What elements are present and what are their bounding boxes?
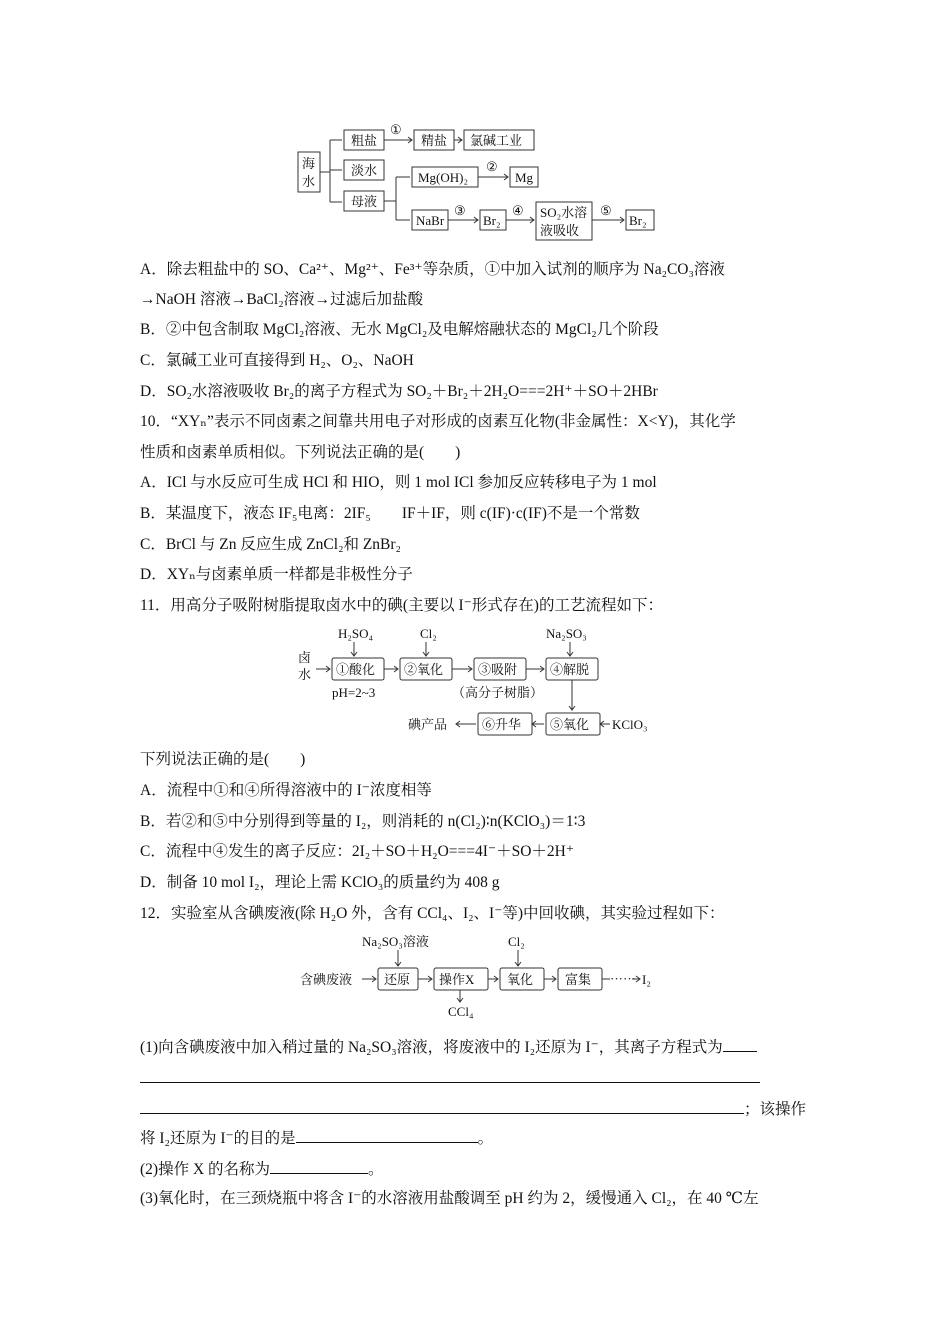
q11-stem: 11．用高分子吸附树脂提取卤水中的碘(主要以 I⁻形式存在)的工艺流程如下： xyxy=(140,597,663,614)
answer-blank-1a xyxy=(723,1037,757,1052)
step-3-marker: ③ xyxy=(454,203,466,218)
q9-option-c: C．氯碱工业可直接得到 H₂、O₂、NaOH xyxy=(140,352,414,369)
q9-option-d: D．SO₂水溶液吸收 Br₂的离子方程式为 SO₂＋Br₂＋2H₂O===2H⁺＋SO＋2HBr xyxy=(140,383,658,400)
q11-option-c: C．流程中④发生的离子反应：2I₂＋SO＋H₂O===4I⁻＋SO＋2H⁺ xyxy=(140,843,575,860)
seawater-label-2: 水 xyxy=(302,174,316,189)
fresh-water-label: 淡水 xyxy=(351,163,378,178)
na2so3-label: Na₂SO₃ xyxy=(546,626,587,641)
mgoh2-label: Mg(OH)₂ xyxy=(418,170,469,185)
acidify-label: ①酸化 xyxy=(336,662,376,677)
nabr-label: NaBr xyxy=(416,213,445,228)
oxidize-label-5: ⑤氧化 xyxy=(550,717,590,732)
q12-part2 xyxy=(140,1159,384,1180)
q9-option-a-line1: A．除去粗盐中的 SO、Ca²⁺、Mg²⁺、Fe³⁺等杂质，①中加入试剂的顺序为 Na₂CO₃溶液 xyxy=(140,261,725,278)
q12-part2-text: (2)操作 X 的名称为 xyxy=(140,1161,271,1178)
br2-label-a: Br₂ xyxy=(483,213,501,228)
step-4-marker: ④ xyxy=(512,203,524,218)
iodine-resin-process-diagram xyxy=(292,622,662,742)
ph-label: pH=2~3 xyxy=(332,685,376,700)
ccl4-label: CCl₄ xyxy=(448,1004,474,1019)
oxidize-label-q12: 氧化 xyxy=(507,972,534,987)
q12-stem: 12．实验室从含碘废液(除 H₂O 外，含有 CCl₄、I₂、I⁻等)中回收碘，其实验过程如下： xyxy=(140,905,725,922)
so2-absorb-label-2: 液吸收 xyxy=(540,223,580,238)
brine-label-2: 水 xyxy=(298,667,312,682)
q9-option-b: B．②中包含制取 MgCl₂溶液、无水 MgCl₂及电解熔融状态的 MgCl₂几个阶段 xyxy=(140,321,659,338)
chlor-alkali-label: 氯碱工业 xyxy=(470,133,523,148)
enrich-label: 富集 xyxy=(565,972,592,987)
step-1-marker: ① xyxy=(390,122,402,137)
continuation-dots: ······ xyxy=(610,971,636,986)
q9-option-a-line2: →NaOH 溶液→BaCl₂溶液→过滤后加盐酸 xyxy=(140,291,424,308)
q11-prompt: 下列说法正确的是( ) xyxy=(140,751,306,768)
i2-product-label: I₂ xyxy=(642,972,651,987)
reduce-label: 还原 xyxy=(384,972,411,987)
operation-x-label: 操作X xyxy=(439,972,475,987)
iodine-recovery-diagram xyxy=(296,930,666,1020)
q10-option-b: B．某温度下，液态 IF₅电离：2IF₅ IF＋IF，则 c(IF)·c(IF)不是一个常数 xyxy=(140,505,640,522)
desorb-label: ④解脱 xyxy=(550,662,590,677)
brine-label-1: 卤 xyxy=(298,650,312,665)
iodine-product-label: 碘产品 xyxy=(408,717,448,732)
q12-part1-tail: ；该操作 xyxy=(744,1101,807,1118)
answer-blank-1c xyxy=(140,1099,744,1114)
oxidize-label-2: ②氧化 xyxy=(404,662,444,677)
step-5-marker: ⑤ xyxy=(600,203,612,218)
cl2-label: Cl₂ xyxy=(420,626,437,641)
q12-purpose-text: 将 I₂还原为 I⁻的目的是 xyxy=(140,1130,296,1147)
mg-label: Mg xyxy=(515,170,534,185)
cl2-label-q12: Cl₂ xyxy=(508,934,525,949)
q10-stem-line1: 10．“XYₙ”表示不同卤素之间靠共用电子对形成的卤素互化物(非金属性：X<Y)，其化学 xyxy=(140,413,736,430)
q12-part1-line2 xyxy=(140,1068,760,1089)
q12-purpose-end: 。 xyxy=(477,1130,494,1147)
crude-salt-label: 粗盐 xyxy=(351,133,378,148)
answer-blank-1b xyxy=(140,1068,760,1083)
q10-option-a: A．ICl 与水反应可生成 HCl 和 HIO，则 1 mol ICl 参加反应转移电子为 1 mol xyxy=(140,474,657,491)
refined-salt-label: 精盐 xyxy=(421,133,448,148)
br2-label-b: Br₂ xyxy=(629,213,647,228)
iodine-waste-label: 含碘废液 xyxy=(300,972,353,987)
q12-part1-line4 xyxy=(140,1128,493,1149)
answer-blank-operation-x xyxy=(270,1159,368,1174)
q11-option-a: A．流程中①和④所得溶液中的 I⁻浓度相等 xyxy=(140,782,432,799)
seawater-process-diagram xyxy=(290,120,670,245)
step-2-marker: ② xyxy=(486,159,498,174)
resin-label: （高分子树脂） xyxy=(452,685,544,700)
q12-part1-line3 xyxy=(140,1099,806,1120)
q12-part1-text: (1)向含碘废液中加入稍过量的 Na₂SO₃溶液，将废液中的 I₂还原为 I⁻，其离子方程式为 xyxy=(140,1039,723,1056)
h2so4-label: H₂SO₄ xyxy=(338,626,374,641)
q10-option-c: C．BrCl 与 Zn 反应生成 ZnCl₂和 ZnBr₂ xyxy=(140,536,401,553)
sublime-label: ⑥升华 xyxy=(482,717,522,732)
na2so3-solution-label: Na₂SO₃溶液 xyxy=(362,934,429,949)
kclo3-label: KClO₃ xyxy=(612,717,648,732)
q11-option-b: B．若②和⑤中分别得到等量的 I₂，则消耗的 n(Cl₂)∶n(KClO₃)＝1∶3 xyxy=(140,813,586,830)
adsorb-label: ③吸附 xyxy=(478,662,518,677)
seawater-label-1: 海 xyxy=(302,156,316,171)
mother-liquor-label: 母液 xyxy=(351,194,378,209)
q12-part2-end: 。 xyxy=(368,1161,384,1178)
answer-blank-purpose xyxy=(296,1128,478,1143)
q12-part3: (3)氧化时，在三颈烧瓶中将含 I⁻的水溶液用盐酸调至 pH 约为 2，缓慢通入 Cl₂，在 40 ℃左 xyxy=(140,1190,759,1207)
so2-absorb-label-1: SO₂水溶 xyxy=(540,205,588,220)
q11-option-d: D．制备 10 mol I₂，理论上需 KClO₃的质量约为 408 g xyxy=(140,874,500,891)
q12-part1-line1 xyxy=(140,1037,757,1058)
q10-stem-line2: 性质和卤素单质相似。下列说法正确的是( ) xyxy=(140,444,461,461)
q10-option-d: D．XYₙ与卤素单质一样都是非极性分子 xyxy=(140,566,413,583)
